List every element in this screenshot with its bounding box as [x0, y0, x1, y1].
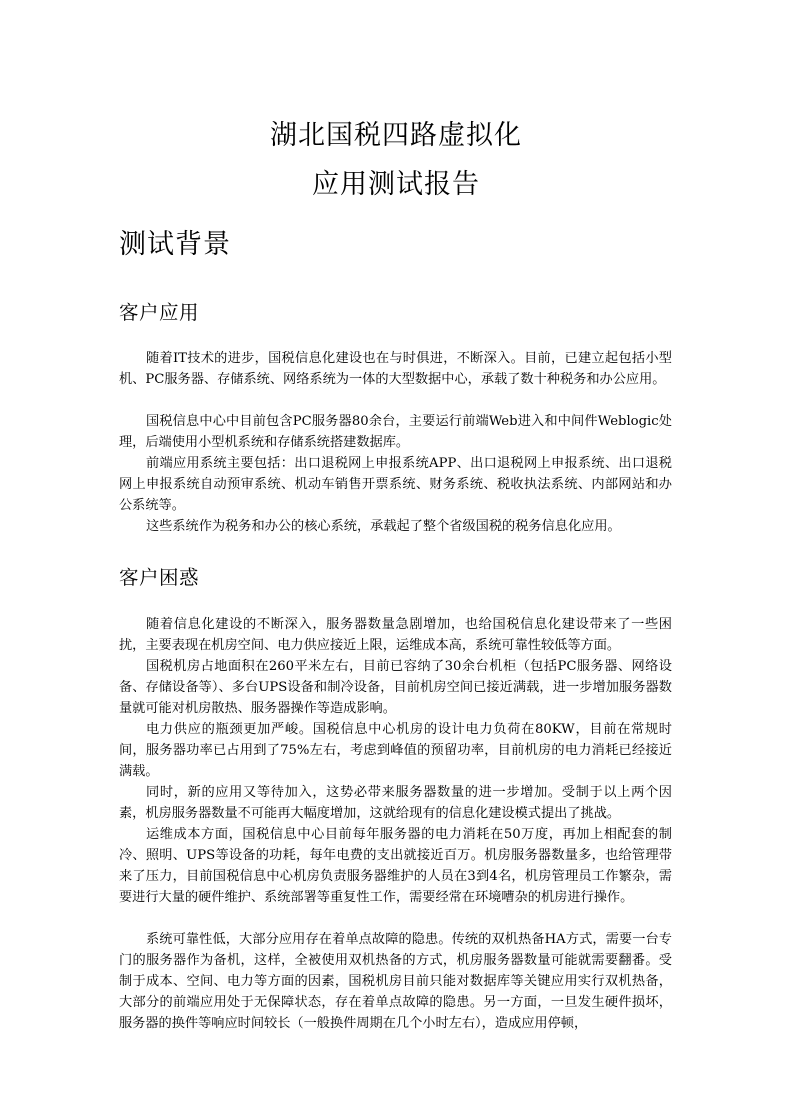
paragraph: 国税信息中心中目前包含PC服务器80余台，主要运行前端Web进入和中间件Weblogic处理，后端使用小型机系统和存储系统搭建数据库。 — [119, 414, 672, 451]
paragraph: 同时，新的应用又等待加入，这势必带来服务器数量的进一步增加。受制于以上两个因素，机房服务器数量不可能再大幅度增加，这就给现有的信息化建设模式提出了挑战。 — [119, 785, 672, 822]
paragraph: 随着信息化建设的不断深入，服务器数量急剧增加，也给国税信息化建设带来了一些困扰，主要表现在机房空间、电力供应接近上限，运维成本高，系统可靠性较低等方面。 — [119, 617, 672, 654]
paragraph: 这些系统作为税务和办公的核心系统，承载起了整个省级国税的税务信息化应用。 — [146, 519, 621, 534]
heading-customer-issues: 客户困惑 — [119, 566, 200, 589]
paragraph: 电力供应的瓶颈更加严峻。国税信息中心机房的设计电力负荷在80KW，目前在常规时间，服务器功率已占用到了75%左右，考虑到峰值的预留功率，目前机房的电力消耗已经接近满载。 — [119, 722, 672, 780]
heading-test-background: 测试背景 — [119, 229, 231, 260]
document-title-line-2: 应用测试报告 — [312, 169, 480, 200]
paragraph: 前端应用系统主要包括：出口退税网上申报系统APP、出口退税网上申报系统、出口退税网上申报系统自动预审系统、机动车销售开票系统、财务系统、税收执法系统、内部网站和办公系统等。 — [119, 456, 672, 514]
paragraph: 系统可靠性低，大部分应用存在着单点故障的隐患。传统的双机热备HA方式，需要一台专门的服务器作为备机，这样，全被使用双机热备的方式，机房服务器数量可能就需要翻番。受制于成本、空间、电力等方面的因素，国税机房目前只能对数据库等关键应用实行双机热备，大部分的前端应用处于无保障状态，存在着单点故障的隐患。另一方面，一旦发生硬件损坏，服务器的换件等响应时间较长（一般换件周期在几个小时左右），造成应用停顿， — [119, 932, 672, 1032]
heading-customer-application: 客户应用 — [119, 301, 200, 324]
document-title-line-1: 湖北国税四路虚拟化 — [270, 120, 522, 151]
paragraph: 国税机房占地面积在260平米左右，目前已容纳了30余台机柜（包括PC服务器、网络设备、存储设备等）、多台UPS设备和制冷设备，目前机房空间已接近满载，进一步增加服务器数量就可能对机房散热、服务器操作等造成影响。 — [119, 659, 672, 717]
paragraph: 随着IT技术的进步，国税信息化建设也在与时俱进，不断深入。目前，已建立起包括小型机、PC服务器、存储系统、网络系统为一体的大型数据中心，承载了数十种税务和办公应用。 — [119, 351, 672, 388]
paragraph: 运维成本方面，国税信息中心目前每年服务器的电力消耗在50万度，再加上相配套的制冷、照明、UPS等设备的功耗，每年电费的支出就接近百万。机房服务器数量多，也给管理带来了压力，目前国税信息中心机房负责服务器维护的人员在3到4名，机房管理员工作繁杂，需要进行大量的硬件维护、系统部署等重复性工作，需要经常在环境嘈杂的机房进行操作。 — [119, 827, 672, 906]
